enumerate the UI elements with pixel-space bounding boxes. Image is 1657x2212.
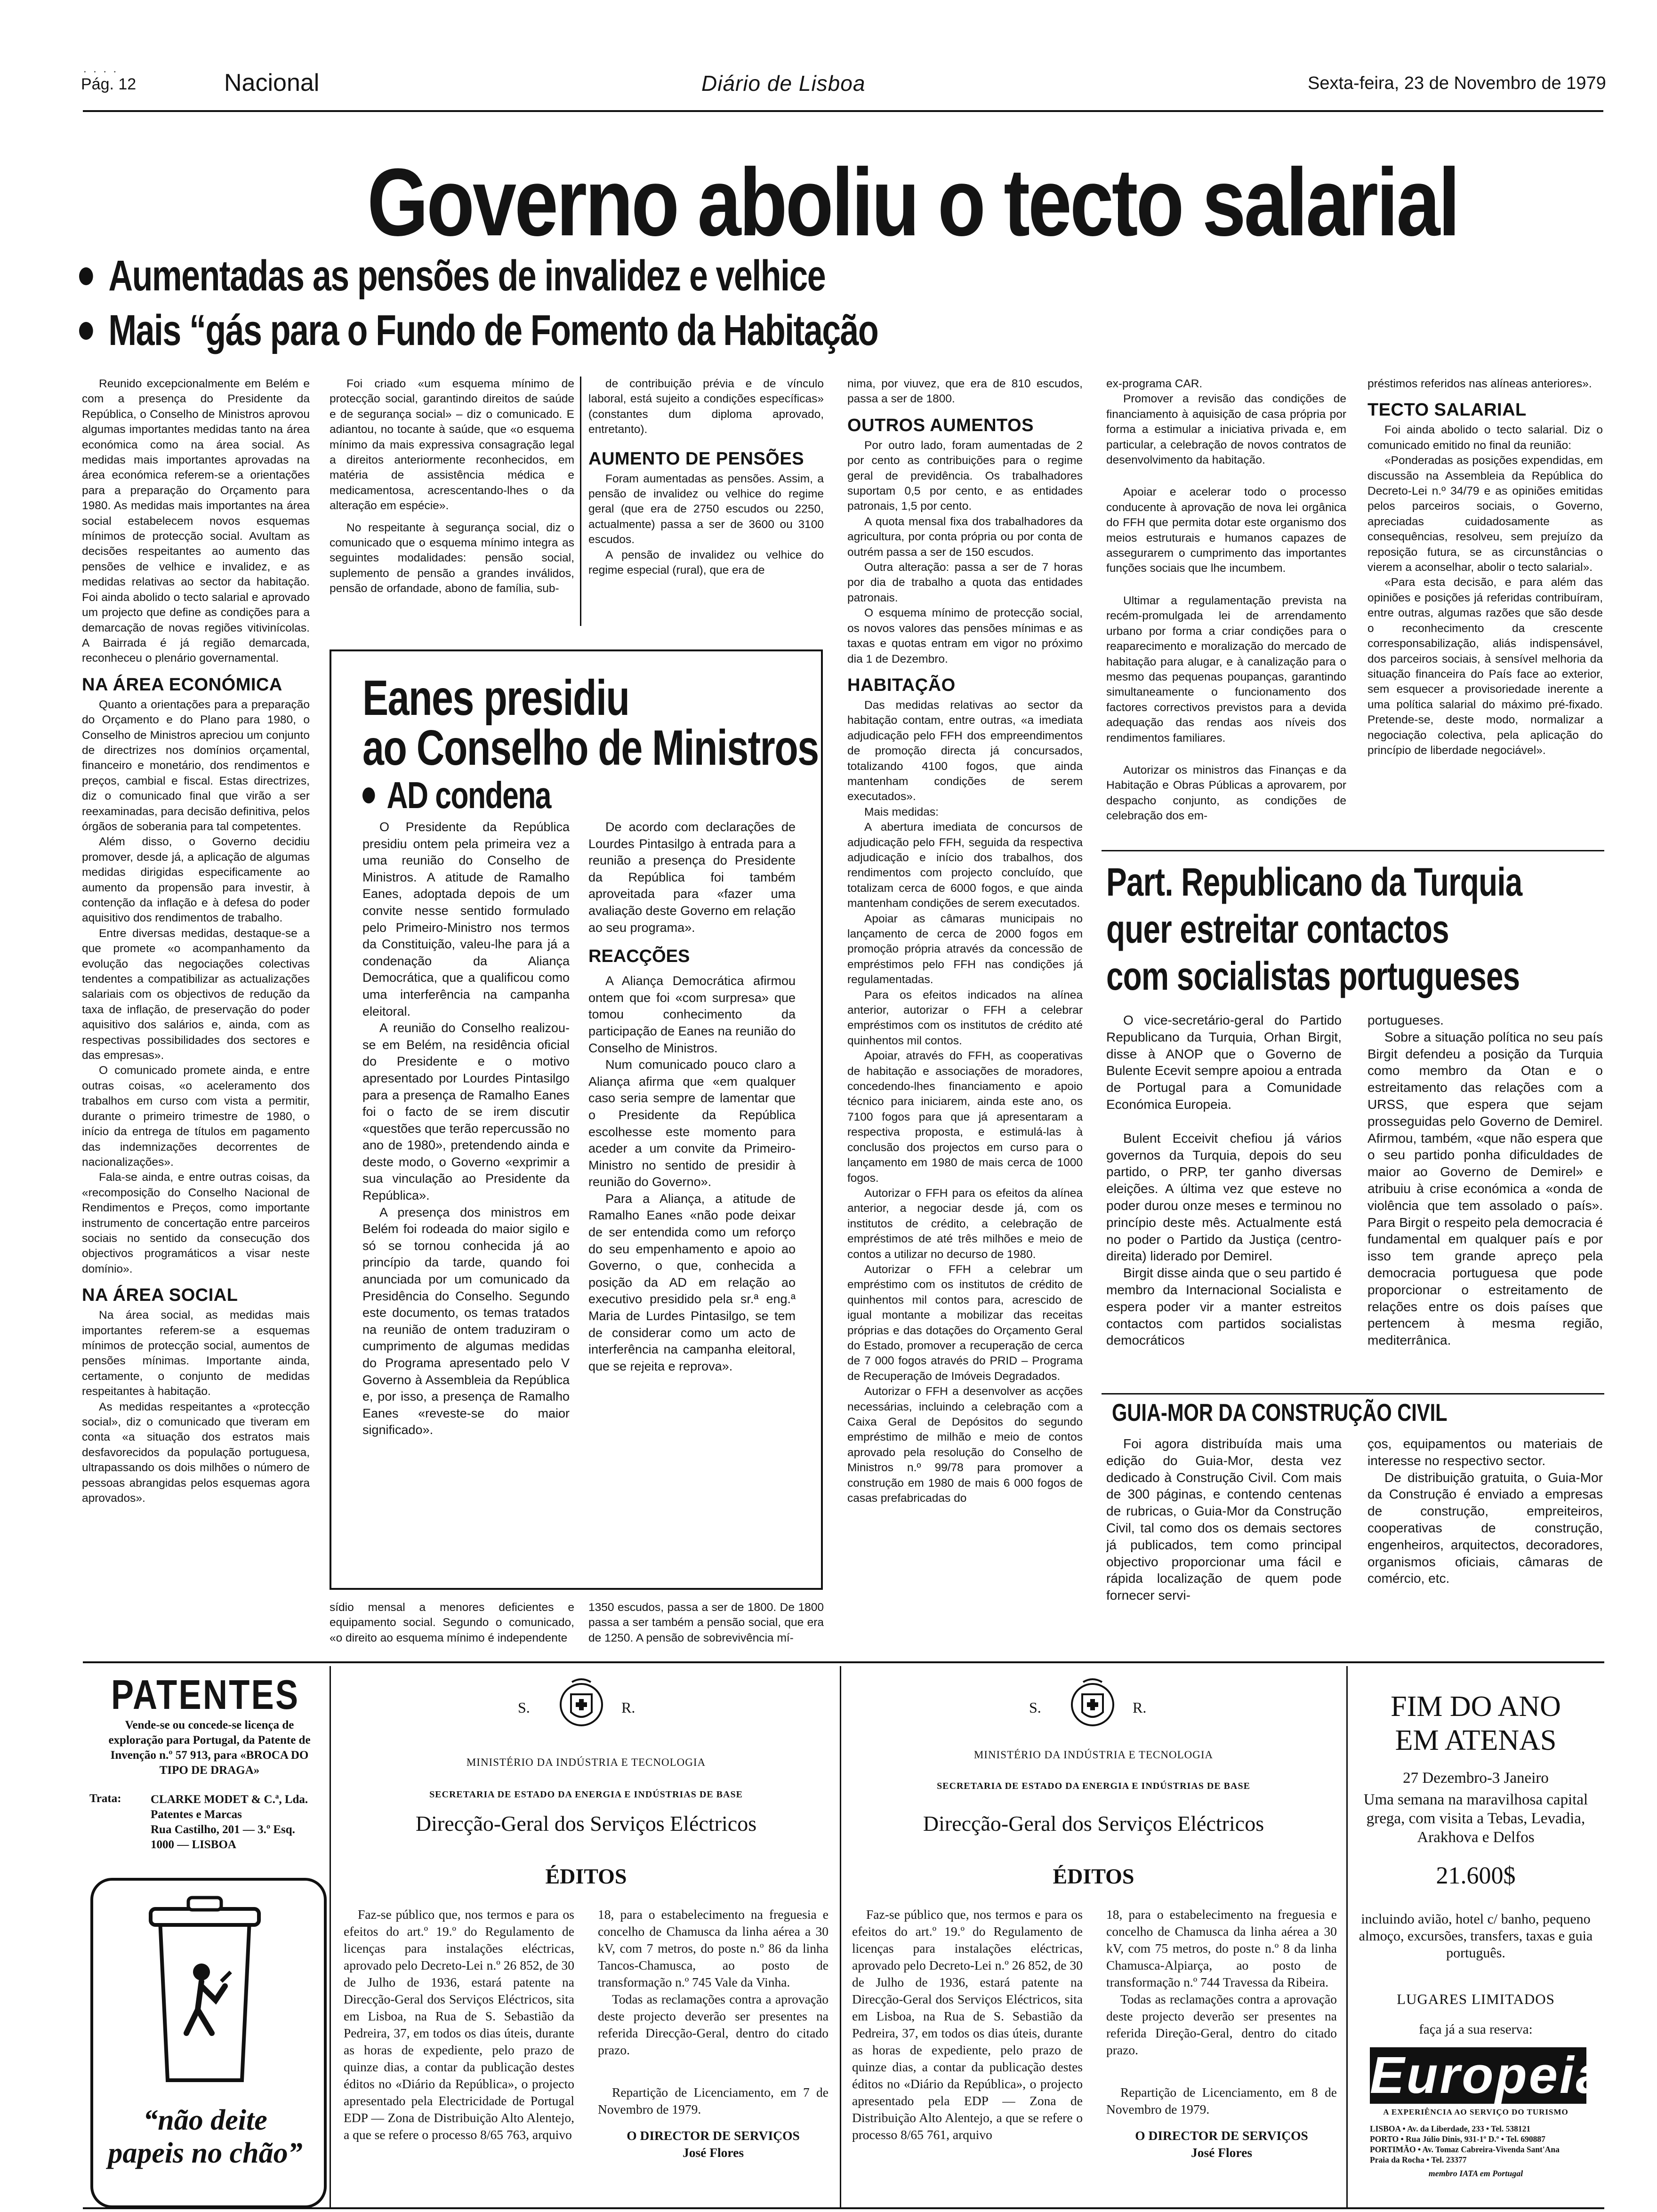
subhead: HABITAÇÃO [847, 675, 956, 695]
paragraph: A presença dos ministros em Belém foi rodeada do maior sigilo e só se tornou conhecida já ao princípio da tarde, quando foi anunciada por um comunicado da Presidência do Conselho. Segundo este documento, os temas tratados na reunião de ontem traduziram o cumprimento de algumas medidas do Programa apresentado pelo V Governo à Assembleia da República e, por isso, a presença de Ramalho Eanes «reveste-se do maior significado». [362, 1205, 570, 1437]
paragraph: Apoiar, através do FFH, as cooperativas de habitação e associações de moradores, concedendo-lhes financiamento e apoio técnico para iniciarem, ainda este ano, os 7100 fogos para que já apresentaram a respectiva proposta, e estimulá-las à conclusão dos projectos em curso para o lançamento em 1980 de mais cerca de 1000 fogos. [847, 1050, 1083, 1185]
signer: O DIRECTOR DE SERVIÇOS [627, 2128, 800, 2143]
eanes-headline-2: ao Conselho de Ministros [362, 720, 819, 776]
page-number: Pág. 12 [81, 75, 137, 93]
issue-date: Sexta-feira, 23 de Novembro de 1979 [1308, 73, 1606, 93]
turkey-headline-1: Part. Republicano da Turquia [1106, 860, 1522, 904]
masthead: Diário de Lisboa [701, 71, 866, 96]
edito1-direccao: Direcção-Geral dos Serviços Eléctricos [415, 1811, 757, 1835]
slogan-line: “não deite [143, 2104, 267, 2136]
article-column-3-bottom [588, 1600, 824, 1652]
paragraph: «Ponderadas as posições expendidas, em discussão na Assembleia da República do Decreto-Lei n.º 34/79 e as opiniões emitidas pelos parceiros sociais, o Governo, apreciadas cuidadosamente as consequências, resolveu, sem prejuízo da reposição futura, se as circunstâncias o vierem a aconselhar, abolir o tecto salarial». [1367, 454, 1603, 574]
paragraph: Autorizar o FFH para os efeitos da alínea anterior, a negociar desde já, com os institutos de crédito, a celebração de empréstimos de até três milhões e meio de contos a utilizar no decurso de 1980. [847, 1186, 1083, 1261]
ad-separator [1346, 1666, 1348, 2207]
atenas-limited: LUGARES LIMITADOS [1397, 1991, 1555, 2007]
article-column-5-top [1106, 377, 1346, 847]
subhead: AUMENTO DE PENSÕES [588, 449, 804, 469]
paragraph: Fala-se ainda, e entre outras coisas, da «recomposição do Conselho Nacional de Rendimentos e Preços, como importante instrumento de concertação entre parceiros sociais no sentido da consecução dos objectivos programáticos a visar neste domínio». [82, 1171, 310, 1275]
paragraph: Das medidas relativas ao sector da habitação contam, entre outras, «a imediata adjudicação pelo FFH dos empreendimentos de promoção directa já concursados, totalizando 4100 fogos, que ainda mantenham condições de serem executados». [847, 698, 1083, 803]
edito2-column-1 [852, 1906, 1083, 2207]
main-headline: Governo aboliu o tecto salarial [367, 149, 1458, 256]
signer: O DIRECTOR DE SERVIÇOS [1135, 2128, 1308, 2143]
patentes-trata: Trata: [89, 1792, 121, 1805]
subhead: OUTROS AUMENTOS [847, 415, 1034, 435]
paragraph: O vice-secretário-geral do Partido Republicano da Turquia, Orhan Birgit, disse à ANOP que o Governo de Bulente Ecevit sempre apoiou a entrada de Portugal para a Comunidade Económica Europeia. [1106, 1013, 1342, 1112]
page-bottom-rule [83, 2207, 1604, 2209]
litter-bin-icon [141, 1892, 268, 2090]
paragraph: A abertura imediata de concursos de adjudicação pelo FFH, seguida da respectiva adjudicação e início dos trabalhos, dos rendimentos com projecto concluído, que totalizam cerca de 6000 fogos, e que ainda mantenham condições de serem executados. [847, 821, 1083, 910]
paragraph: Num comunicado pouco claro a Aliança afirma que «em qualquer caso seria sempre de lamentar que o Presidente da República escolhesse este momento para aceder a um convite da Primeiro-Ministro no sentido de presidir à reunião do Governo». [588, 1058, 796, 1189]
title-line: EM ATENAS [1395, 1724, 1557, 1756]
guia-headline: GUIA-MOR DA CONSTRUÇÃO CIVIL [1112, 1399, 1448, 1427]
paragraph: 1350 escudos, passa a ser de 1800. De 1800 passa a ser também a pensão social, que era de 1250. A pensão de sobrevivência mí- [588, 1601, 824, 1644]
europeia-tagline: A EXPERIÊNCIA AO SERVIÇO DO TURISMO [1383, 2108, 1569, 2116]
paragraph: Promover a revisão das condições de financiamento à aquisição de casa própria por forma a estimular a iniciativa privada e, em particular, a celebração de novos contratos de desenvolvimento da habitação. [1106, 393, 1346, 467]
signer-name: José Flores [682, 2145, 744, 2160]
atenas-includes: incluindo avião, hotel c/ banho, pequeno almoço, excursões, transfers, taxas e guia português. [1359, 1911, 1593, 1961]
paragraph: Mais medidas: [864, 805, 939, 818]
ads-top-rule [83, 1661, 1604, 1663]
section-rule [1102, 850, 1604, 851]
turkey-headline-2: quer estreitar contactos [1106, 907, 1449, 951]
turkey-column-1 [1106, 1012, 1342, 1388]
turkey-column-2 [1367, 1012, 1603, 1388]
paragraph: Ultimar a regulamentação prevista na recém-promulgada lei de arrendamento urbano por forma a criar condições para o reaparecimento e moralização do mercado de habitação para alugar, e à canalização para o mesmo das pequenas poupanças, garantindo simultaneamente o funcionamento dos factores correctivos previstos para a devida adequação das rendas aos níveis dos rendimentos familiares. [1106, 594, 1346, 745]
edito1-r: R. [621, 1699, 635, 1716]
coat-of-arms-icon [555, 1675, 607, 1732]
edito2-s: S. [1029, 1699, 1041, 1716]
paragraph: sídio mensal a menores deficientes e equipamento social. Segundo o comunicado, «o direito ao esquema mínimo é independente [330, 1601, 574, 1644]
edito1-column-1 [344, 1906, 574, 2207]
paragraph: Autorizar o FFH a desenvolver as acções necessárias, incluindo a celebração com a Caixa Geral de Depósitos do segundo empréstimo de milhão e meio de contos aprovado pela resolução do Conselho de Ministros n.º 99/78 para promover a construção em 1980 de mais 6 000 fogos de casas prefabricadas do [847, 1385, 1083, 1505]
paragraph: Apoiar e acelerar todo o processo conducente à aprovação de nova lei orgânica do FFH que permita dotar este organismo dos meios estruturais e humanos capazes de assegurarem o cumprimento das importantes funções sociais que lhe incumbem. [1106, 486, 1346, 575]
paragraph: A pensão de invalidez ou velhice do regime especial (rural), que era de [588, 548, 824, 577]
paragraph: Foi ainda abolido o tecto salarial. Diz o comunicado emitido no final da reunião: [1367, 424, 1603, 452]
kicker-1: Aumentadas as pensões de invalidez e velhice [79, 254, 825, 297]
header-faded-ornament: · · · · [83, 65, 119, 79]
article-column-3-top [588, 377, 824, 631]
eanes-column-1 [362, 819, 570, 1572]
paragraph: Foram aumentadas as pensões. Assim, a pensão de invalidez ou velhice do regime geral (que era de 2750 escudos ou 2250, actualmente) passa a ser de 3600 ou 3100 escudos. [588, 472, 824, 546]
agent-line: 1000 — LISBOA [151, 1838, 236, 1851]
bullet-icon [79, 322, 93, 340]
atenas-dates: 27 Dezembro-3 Janeiro [1403, 1770, 1549, 1787]
edito2-secretaria: SECRETARIA DE ESTADO DA ENERGIA E INDÚSTRIAS DE BASE [937, 1781, 1250, 1791]
paragraph: A Aliança Democrática afirmou ontem que foi «com surpresa» que tomou conhecimento da participação de Eanes na reunião do Conselho de Ministros. [588, 974, 796, 1055]
paragraph: A quota mensal fixa dos trabalhadores da agricultura, por conta própria ou por conta de outrém passa a ser de 150 escudos. [847, 515, 1083, 559]
header-rule [83, 110, 1603, 112]
column-rule [580, 377, 581, 626]
turkey-headline-3: com socialistas portugueses [1106, 954, 1520, 998]
paragraph: Foi agora distribuída mais uma edição do Guia-Mor, desta vez dedicado à Construção Civil. Com mais de 300 páginas, e contendo centenas de rubricas, o Guia-Mor da Construção Civil, tal como dos os demais sectores já publicados, tem como principal objectivo proporcionar uma fácil e rápida localização de quem pode fornecer servi- [1106, 1436, 1342, 1603]
subhead: TECTO SALARIAL [1367, 400, 1527, 420]
subhead: NA ÁREA ECONÓMICA [82, 674, 282, 695]
paragraph: 18, para o estabelecimento na freguesia e concelho de Chamusca da linha aérea a 30 kV, com 75 metros, do poste n.º 8 da linha Chamusca-Alpiarça, ao posto de transformação n.º 744 Travessa da Ribeira. [1106, 1907, 1337, 1989]
slogan-line: papeis no chão” [108, 2137, 303, 2169]
edito2-r: R. [1133, 1699, 1147, 1716]
atenas-title [1351, 1690, 1601, 1757]
guia-column-2 [1367, 1435, 1603, 1652]
patentes-body: Vende-se ou concede-se licença de exploração para Portugal, da Patente de Invenção n.º 57 913, para «BROCA DO TIPO DE DRAGA» [108, 1719, 311, 1777]
address-line: PORTO • Rua Júlio Dinis, 931-1º D.º • Tel. 690887 [1370, 2134, 1545, 2144]
paragraph: Repartição de Licenciamento, em 8 de Novembro de 1979. [1106, 2085, 1337, 2116]
edito2-column-2 [1106, 1906, 1337, 2207]
edito2-ministry: MINISTÉRIO DA INDÚSTRIA E TECNOLOGIA [973, 1749, 1214, 1761]
paragraph: As medidas respeitantes a «protecção social», diz o comunicado que tiveram em conta «a situação dos estratos mais desfavorecidos da população portuguesa, ultrapassando os dois milhões o número de pessoas abrangidas pelos esquemas agora aprovados». [82, 1400, 310, 1505]
paragraph: O Presidente da República presidiu ontem pela primeira vez a uma reunião do Conselho de Ministros. A atitude de Ramalho Eanes, adoptada depois de um convite nesse sentido formulado pelo Primeiro-Ministro nos termos da Constituição, valeu-lhe para já a condenação da Aliança Democrática, que a qualificou como uma interferência na campanha eleitoral. [362, 820, 570, 1018]
coat-of-arms-icon [1067, 1675, 1118, 1732]
paragraph: Faz-se público que, nos termos e para os efeitos do art.º 19.º do Regulamento de licenças para instalações eléctricas, aprovado pelo Decreto-Lei n.º 26 852, de 30 de Julho de 1936, estará patente na Direcção-Geral dos Serviços Eléctricos, sita em Lisboa, na Rua de S. Sebastião da Pedreira, 37, em todos os dias úteis, durante as horas de expediente, pelo prazo de quinze dias, a contar da publicação destes éditos no «Diário da República», o projecto apresentado pela Electricidade de Portugal EDP — Zona de Distribuição Alto Alentejo, a que se refere o processo 8/65 763, arquivo [344, 1907, 574, 2142]
paragraph: Faz-se público que, nos termos e para os efeitos do art.º 19.º do Regulamento de licenças para instalações eléctricas, aprovado pelo Decreto-Lei n.º 26 852, de 30 de Julho de 1936, estará patente na Direcção-Geral dos Serviços Eléctricos, sita em Lisboa, na Rua de S. Sebastião da Pedreira, 37, em todos os dias úteis, durante as horas de expediente, pelo prazo de quinze dias, a contar da publicação destes éditos no «Diário da República», o projecto apresentado pela EDP — Zona de Distribuição Alto Alentejo, a que se refere o processo 8/65 761, arquivo [852, 1907, 1083, 2142]
article-column-1 [82, 377, 310, 1657]
paragraph: Entre diversas medidas, destaque-se a que promete «o acompanhamento da evolução das negociações colectivas tendentes a compatibilizar as actualizações salariais com os objectivos de redução da taxa de inflação, de preservação do poder aquisitivo dos salários e, ainda, com as respectivas possibilidades dos sectores e das empresas». [82, 927, 310, 1062]
paragraph: Repartição de Licenciamento, em 7 de Novembro de 1979. [598, 2085, 828, 2116]
section-label: Nacional [224, 69, 320, 96]
paragraph: De distribuição gratuita, o Guia-Mor da Construção é enviado a empresas de construção, empreiteiros, cooperativas de construção, engenheiros, arquitectos, decoradores, organismos oficiais, câmaras de comércio, etc. [1367, 1470, 1603, 1586]
paragraph: Autorizar os ministros das Finanças e da Habitação e Obras Públicas a aprovarem, por despacho conjunto, as condições de celebração dos em- [1106, 763, 1346, 823]
signer-name: José Flores [1190, 2145, 1253, 2160]
paragraph: Quanto a orientações para a preparação do Orçamento e do Plano para 1980, o Conselho de Ministros apreciou um conjunto de directrizes nos domínios orçamental, financeiro e monetário, dos rendimentos e preços, cambial e fiscal. Estas directrizes, diz o comunicado final que virão a ser reexaminadas, para decisão definitiva, pelos órgãos de soberania para tal competentes. [82, 698, 310, 833]
edito1-s: S. [518, 1699, 530, 1716]
paragraph: Birgit disse ainda que o seu partido é membro da Internacional Socialista e espera poder vir a manter estreitos contactos com partidos socialistas democráticos [1106, 1266, 1342, 1348]
paragraph: Para a Aliança, a atitude de Ramalho Eanes «não pode deixar de ser entendida como um reforço do seu empenhamento e apoio ao Governo, o que, conhecida a posição da AD em relação ao executivo presidido pela sr.ª eng.ª Maria de Lurdes Pintasilgo, se tem de considerar como um acto de interferência na campanha eleitoral, que se rejeita e reprova». [588, 1191, 796, 1373]
edito1-editos: ÉDITOS [545, 1864, 627, 1888]
ad-separator [840, 1666, 841, 2207]
paragraph: Autorizar o FFH a celebrar um empréstimo com os institutos de crédito de quinhentos mil contos para, acrescido de igual montante a mobilizar das receitas próprias e das dotações do Orçamento Geral do Estado, promover a recuperação de cerca de 7 000 fogos através do PRID – Programa de Recuperação de Imóveis Degradados. [847, 1263, 1083, 1383]
litter-slogan [97, 2104, 314, 2170]
edito1-secretaria: SECRETARIA DE ESTADO DA ENERGIA E INDÚSTRIAS DE BASE [429, 1789, 743, 1800]
paragraph: Outra alteração: passa a ser de 7 horas por dia de trabalho a quota das entidades patronais. [847, 561, 1083, 604]
paragraph: Todas as reclamações contra a aprovação deste projecto deverão ser presentes na referida Direcção-Geral, dentro do citado prazo. [598, 1992, 828, 2057]
ad-separator [330, 1666, 331, 2207]
kicker-2: Mais “gás para o Fundo de Fomento da Habitação [79, 309, 878, 352]
bullet-icon [362, 787, 375, 803]
edito1-ministry: MINISTÉRIO DA INDÚSTRIA E TECNOLOGIA [466, 1756, 706, 1768]
atenas-body: Uma semana na maravilhosa capital grega, com visita a Tebas, Levadia, Arakhova e Delfos [1363, 1791, 1588, 1846]
paragraph: ex-programa CAR. [1106, 377, 1203, 390]
paragraph: «Para esta decisão, e para além das opiniões e posições já referidas contribuíram, entre outras, algumas razões que são desde o reconhecimento da crescente corresponsabilização, aliás indispensável, dos parceiros sociais, à sensível melhoria da situação financeira do País face ao exterior, sem esquecer a provisoriedade inerente a uma política salarial do máximo pré-fixado. Pretende-se, deste modo, normalizar a negociação colectiva, pela aplicação do princípio de liberdade negociável». [1367, 576, 1603, 757]
paragraph: Reunido excepcionalmente em Belém e com a presença do Presidente da República, o Conselho de Ministros aprovou algumas importantes medidas tanto na área económica como na área social. As medidas mais importantes aprovadas na área económica referem-se a orientações para a preparação do Orçamento para 1980. As medidas mais importantes na área social estabelecem novos esquemas mínimos de protecção social. Avultam as decisões respeitantes ao aumento das pensões de velhice e invalidez, e as medidas relativas ao sector da habitação. Foi ainda abolido o tecto salarial e aprovado um projecto que define as condições para a demarcação de novas regiões vitivinícolas. A Bairrada é já região demarcada, reconheceu o plenário governamental. [82, 377, 310, 665]
paragraph: O comunicado promete ainda, e entre outras coisas, «o aceleramento dos trabalhos em curso com vista a permitir, durante o primeiro trimestre de 1980, o início da entrega de títulos em pagamento das indemnizações decorrentes de nacionalizações». [82, 1064, 310, 1169]
paragraph: de contribuição prévia e de vínculo laboral, está sujeito a condições específicas» (constantes dum diploma aprovado, entretanto). [588, 377, 824, 436]
atenas-cta: faça já a sua reserva: [1419, 2022, 1533, 2037]
eanes-headline-1: Eanes presidiu [362, 670, 629, 726]
paragraph: Todas as reclamações contra a aprovação deste projecto deverão ser presentes na referida Direção-Geral, dentro do citado prazo. [1106, 1992, 1337, 2057]
paragraph: No respeitante à segurança social, diz o comunicado que o esquema mínimo integra as seguintes modalidades: pensão social, suplemento de pensão a grandes inválidos, pensão de orfandade, abono de família, sub- [330, 521, 574, 595]
paragraph: Na área social, as medidas mais importantes referem-se a esquemas mínimos de protecção social, aumentos de pensões mínimas. Importante ainda, certamente, o conjunto de medidas respeitantes à habitação. [82, 1309, 310, 1398]
article-column-2-top [330, 377, 574, 631]
eanes-column-2 [588, 819, 796, 1572]
paragraph: portugueses. [1367, 1013, 1444, 1027]
paragraph: Por outro lado, foram aumentadas de 2 por cento as contribuições para o regime geral de previdência. Os trabalhadores suportam 0,5 por cento, e as entidades patronais, 1,5 por cento. [847, 439, 1083, 513]
address-line: Praia da Rocha • Tel. 23377 [1370, 2155, 1467, 2164]
patentes-title: PATENTES [111, 1671, 300, 1718]
paragraph: O esquema mínimo de protecção social, os novos valores das pensões mínimas e as taxas e quotas entram em vigor no próximo dia 1 de Dezembro. [847, 607, 1083, 665]
agent-line: CLARKE MODET & C.ª, Lda. [151, 1793, 308, 1806]
paragraph: Além disso, o Governo decidiu promover, desde já, a aplicação de algumas medidas dirigidas especificamente ao aumento da propensão para investir, à contenção da inflação e à defesa do poder aquisitivo dos rendimentos de trabalho. [82, 835, 310, 925]
atenas-price: 21.600$ [1436, 1862, 1516, 1889]
europeia-member: membro IATA em Portugal [1428, 2169, 1523, 2178]
subhead: REACÇÕES [588, 946, 690, 967]
paragraph: Para os efeitos indicados na alínea anterior, autorizar o FFH a celebrar empréstimos com os institutos de crédito até quinhentos mil contos. [847, 988, 1083, 1047]
guia-column-1 [1106, 1435, 1342, 1652]
paragraph: Apoiar as câmaras municipais no lançamento de cerca de 2000 fogos em promoção própria através da concessão de empréstimos pelo FFH nas condições já regulamentadas. [847, 912, 1083, 986]
paragraph: Sobre a situação política no seu país Birgit defendeu a posição da Turquia como membro da Otan e o estreitamento das relações com a URSS, que espera que sejam prosseguidas pelo Governo de Demirel. Afirmou, também, «que não espera que o seu partido ponha dificuldades de maior ao Governo de Demirel» e atribuiu à crise económica a «onda de violência que tem assolado o país». Para Birgit o respeito pela democracia é fundamental em qualquer país e por isso tem grande apreço pela democracia portuguesa que pode proporcionar o estreitamento de relações entre os dois países que pertencem à mesma região, mediterrânica. [1367, 1029, 1603, 1348]
article-column-6-top [1367, 377, 1603, 847]
eanes-kicker: AD condena [362, 777, 551, 814]
edito2-editos: ÉDITOS [1053, 1864, 1134, 1888]
agent-line: Patentes e Marcas [151, 1808, 242, 1821]
patentes-agent [151, 1792, 320, 1852]
paragraph: 18, para o estabelecimento na freguesia e concelho de Chamusca da linha aérea a 30 kV, com 7 metros, do poste n.º 86 da linha Tancos-Chamusca, ao posto de transformação n.º 745 Vale da Vinha. [598, 1907, 828, 1989]
article-column-2-bottom [330, 1600, 574, 1652]
paragraph: nima, por viuvez, que era de 810 escudos, passa a ser de 1800. [847, 377, 1083, 406]
paragraph: préstimos referidos nas alíneas anteriores». [1367, 377, 1592, 390]
paragraph: A reunião do Conselho realizou-se em Belém, na residência oficial do Presidente e o motivo apresentado por Lourdes Pintasilgo para a presença de Ramalho Eanes foi o facto de se irem discutir «questões que terão repercussão no ano de 1980», pretendendo ainda e deste modo, o Governo «exprimir a sua vinculação ao Presidente da República». [362, 1021, 570, 1203]
paragraph: Foi criado «um esquema mínimo de protecção social, garantindo direitos de saúde e de segurança social» – diz o comunicado. E adiantou, no tocante à saúde, que «o esquema mínimo da mais expressiva consagração legal a direitos anteriormente reconhecidos, em matéria de assistência médica e medicamentosa, acrescentando-lhes o da alteração em espécie». [330, 377, 574, 513]
agent-line: Rua Castilho, 201 — 3.º Esq. [151, 1823, 295, 1836]
edito2-direccao: Direcção-Geral dos Serviços Eléctricos [923, 1811, 1264, 1835]
section-rule [1102, 1393, 1604, 1395]
subhead: NA ÁREA SOCIAL [82, 1285, 238, 1306]
bullet-icon [79, 267, 93, 285]
paragraph: De acordo com declarações de Lourdes Pintasilgo à entrada para a reunião a presença do Presidente da República foi também aproveitada para «fazer uma avaliação deste Governo em relação ao seu programa». [588, 820, 796, 935]
address-line: LISBOA • Av. da Liberdade, 233 • Tel. 538121 [1370, 2124, 1531, 2133]
europeia-logo: Europeia [1370, 2046, 1607, 2104]
paragraph: Bulent Ecceivit chefiou já vários governos da Turquia, depois do seu partido, o PRP, ter ganho diversas eleições. A última vez que esteve no poder durou onze meses e terminou no princípio deste mês. Actualmente está no poder o Partido da Justiça (centro-direita) liderado por Demirel. [1106, 1130, 1342, 1264]
europeia-addresses [1370, 2124, 1596, 2165]
article-column-4 [847, 377, 1083, 1652]
edito1-column-2 [598, 1906, 828, 2207]
paragraph: ços, equipamentos ou materiais de interesse no respectivo sector. [1367, 1436, 1603, 1468]
address-line: PORTIMÃO • Av. Tomaz Cabreira-Vivenda Sant'Ana [1370, 2145, 1560, 2154]
title-line: FIM DO ANO [1391, 1691, 1561, 1723]
